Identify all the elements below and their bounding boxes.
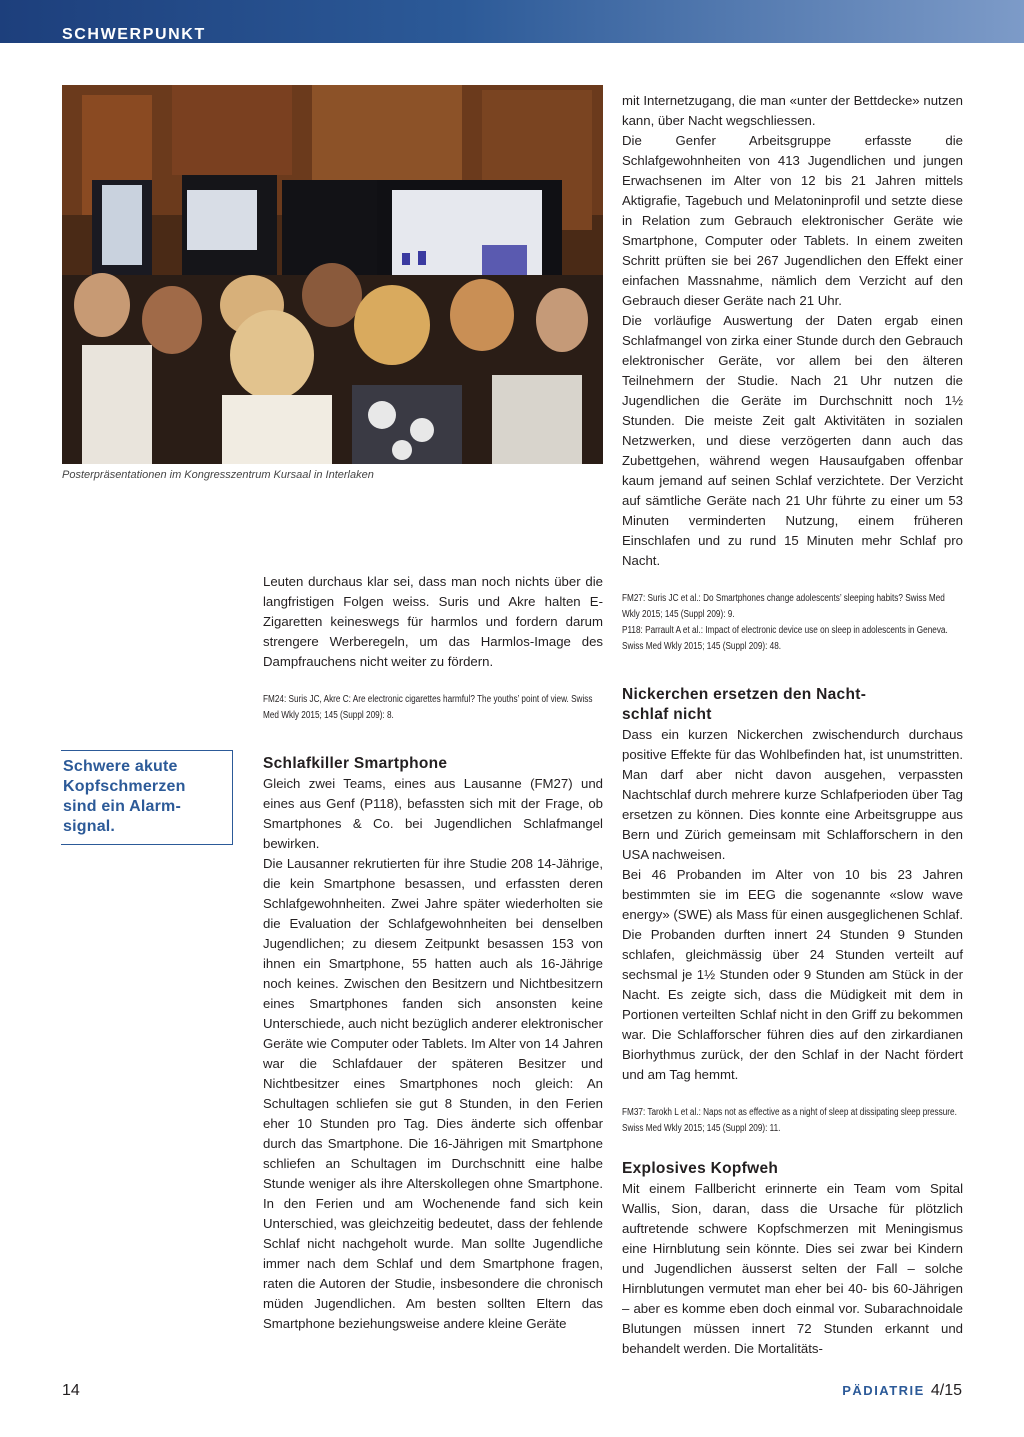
pull-quote-line: Schwere akute xyxy=(63,758,178,775)
body-paragraph: Leuten durchaus klar sei, dass man noch nichts über die langfristigen Folgen weiss. Suris und Akre halten E-Zigaretten keineswegs für harmlos und fordern darum strengere Werberegeln, um das Harmlos-Image des Dampfrauchens nicht weiter zu fördern. xyxy=(263,574,603,669)
section-heading xyxy=(622,685,963,725)
middle-column xyxy=(263,572,603,1334)
right-column xyxy=(622,91,963,1359)
body-paragraph: Die vorläufige Auswertung der Daten ergab einen Schlafmangel von zirka einer Stunde durch den Gebrauch elektronischer Geräte, vor allem bei den älteren Teilnehmern der Studie. Nach 21 Uhr nutzen die Jugendlichen die Geräte im Durchschnitt noch 1½ Stunden. Die meiste Zeit galt Aktivitäten in sozialen Netzwerken, und diese verzögerten dann auch das Zubettgehen, während wegen Hausaufgaben offenbar kaum jemand auf seinen Schlaf verzichtete. Der Verzicht auf sämtliche Geräte nach 21 Uhr führte zu einer um 53 Minuten verminderten Nutzung, einem früheren Einschlafen und zu rund 15 Minuten mehr Schlaf pro Nacht. xyxy=(622,313,963,568)
pull-quote-line: Kopfschmerzen xyxy=(63,778,186,795)
body-paragraph: Gleich zwei Teams, eines aus Lausanne (FM27) und eines aus Genf (P118), befassten sich mit der Frage, ob Smartphones & Co. bei Jugendlichen Schlafmangel bewirken. xyxy=(263,776,603,851)
body-paragraph: Mit einem Fallbericht erinnerte ein Team vom Spital Wallis, Sion, daran, dass die Ursache für plötzlich auftretende schwere Kopfschmerzen mit Meningismus eine Hirnblutung sein könnte. Dies sei zwar bei Kindern und Jugendlichen äusserst selten der Fall – solche Hirnblutungen vermutet man eher bei 40- bis 60-Jährigen – aber es komme eben doch einmal vor. Subarachnoidale Blutungen müssen innert 72 Stunden erkannt und behandelt werden. Die Mortalitäts- xyxy=(622,1181,963,1356)
section-label: SCHWERPUNKT xyxy=(62,26,206,43)
photo-caption: Posterpräsentationen im Kongresszentrum Kursaal in Interlaken xyxy=(62,469,374,481)
issue-number: 4/15 xyxy=(930,1382,962,1399)
reference: FM27: Suris JC et al.: Do Smartphones change adolescents’ sleeping habits? Swiss Med Wkly 2015; 145 (Suppl 209): 9. xyxy=(622,593,945,620)
reference: FM37: Tarokh L et al.: Naps not as effective as a night of sleep at dissipating sleep pressure. Swiss Med Wkly 2015; 145 (Suppl 209): 11. xyxy=(622,1107,957,1134)
pull-quote-line: sind ein Alarm- xyxy=(63,798,181,815)
reference: FM24: Suris JC, Akre C: Are electronic cigarettes harmful? The youths’ point of view. Swiss Med Wkly 2015; 145 (Suppl 209): 8. xyxy=(263,694,593,721)
body-paragraph: Dass ein kurzen Nickerchen zwischendurch durchaus positive Effekte für das Wohlbefinden hat, ist unumstritten. Man darf aber nicht davon ausgehen, verpassten Nachtschlaf durch mehrere kurze Schlafperioden über Tag ersetzen zu können. Dies konnte eine Arbeitsgruppe aus Bern und Zürich gemeinsam mit Schlafforschern in den USA nachweisen. xyxy=(622,727,963,862)
heading-line: schlaf nicht xyxy=(622,706,712,723)
body-paragraph: mit Internetzugang, die man «unter der Bettdecke» nutzen kann, über Nacht wegschliessen. xyxy=(622,93,963,128)
pull-quote-line: signal. xyxy=(63,818,116,835)
heading-line: Nickerchen ersetzen den Nacht- xyxy=(622,686,867,703)
section-heading: Explosives Kopfweh xyxy=(622,1160,779,1177)
reference: P118: Parrault A et al.: Impact of electronic device use on sleep in adolescents in Geneva. Swiss Med Wkly 2015; 145 (Suppl 209): 48. xyxy=(622,625,948,652)
body-paragraph: Die Lausanner rekrutierten für ihre Studie 208 14-Jährige, die kein Smartphone besassen, und erfassten deren Schlafgewohnheiten. Zwei Jahre später wiederholten sie die Evaluation der Schlafgewohnheiten bei denselben Jugendlichen; zu diesem Zeitpunkt besassen 153 von ihnen ein Smartphone, 55 hatten auch als 16-Jährige noch keines. Zwischen den Besitzern und Nichtbesitzern eines Smartphones fanden sich ansonsten keine Unterschiede, auch nicht bezüglich anderer elektronischer Geräte wie Computer oder Tablets. Im Alter von 14 Jahren war die Schlafdauer der späteren Besitzer und Nichtbesitzer eines Smartphones noch gleich: An Schultagen schliefen sie gut 8 Stunden, in den Ferien eher 10 Stunden pro Tag. Dies änderte sich offenbar durch das Smartphone. Die 16-Jährigen mit Smartphone schliefen an Schultagen im Durchschnitt eine halbe Stunde weniger als ihre Alterskollegen ohne Smartphone. In den Ferien und am Wochenende fand sich kein Unterschied, was gleichzeitig bedeutet, dass der fehlende Schlaf nicht nachgeholt wurde. Man sollte Jugendliche immer nach dem Schlaf und dem Smartphone fragen, raten die Autoren der Studie, insbesondere die chronisch müden Jugendlichen. Am besten sollten Eltern das Smartphone beziehungsweise andere kleine Geräte xyxy=(263,856,603,1331)
body-paragraph: Die Genfer Arbeitsgruppe erfasste die Schlafgewohnheiten von 413 Jugendlichen und jungen Erwachsenen im Alter von 12 bis 21 Jahren mittels Aktigrafie, Tagebuch und Melatoninprofil und setzte diese in Relation zum Gebrauch elektronischer Geräte wie Smartphone, Computer oder Tablets. In einem zweiten Schritt prüften sie bei 267 Jugendlichen den Effekt einer einfachen Massnahme, nämlich dem Verzicht auf den Gebrauch dieser Geräte nach 21 Uhr. xyxy=(622,133,963,308)
poster-session-photo xyxy=(62,85,603,464)
journal-logo: PÄDIATRIE xyxy=(842,1383,925,1398)
pull-quote xyxy=(61,750,233,845)
section-heading: Schlafkiller Smartphone xyxy=(263,755,448,772)
body-paragraph: Bei 46 Probanden im Alter von 10 bis 23 Jahren bestimmten sie im EEG die sogenannte «slow wave energy» (SWE) als Mass für einen ausgeglichenen Schlaf. Die Probanden durften innert 24 Stunden 9 Stunden schlafen, gleichmässig über 24 Stunden verteilt auf sechsmal je 1½ Stunden oder 9 Stunden am Stück in der Nacht. Es zeigte sich, dass die Müdigkeit mit dem in Portionen verteilten Schlaf nicht in den Griff zu bekommen war. Die Schlafforscher führen dies auf den zirkardianen Biorhythmus zurück, der den Schlaf in der Nacht fördert und am Tag hemmt. xyxy=(622,867,963,1082)
journal-footer xyxy=(842,1382,962,1400)
page-number: 14 xyxy=(62,1382,80,1399)
